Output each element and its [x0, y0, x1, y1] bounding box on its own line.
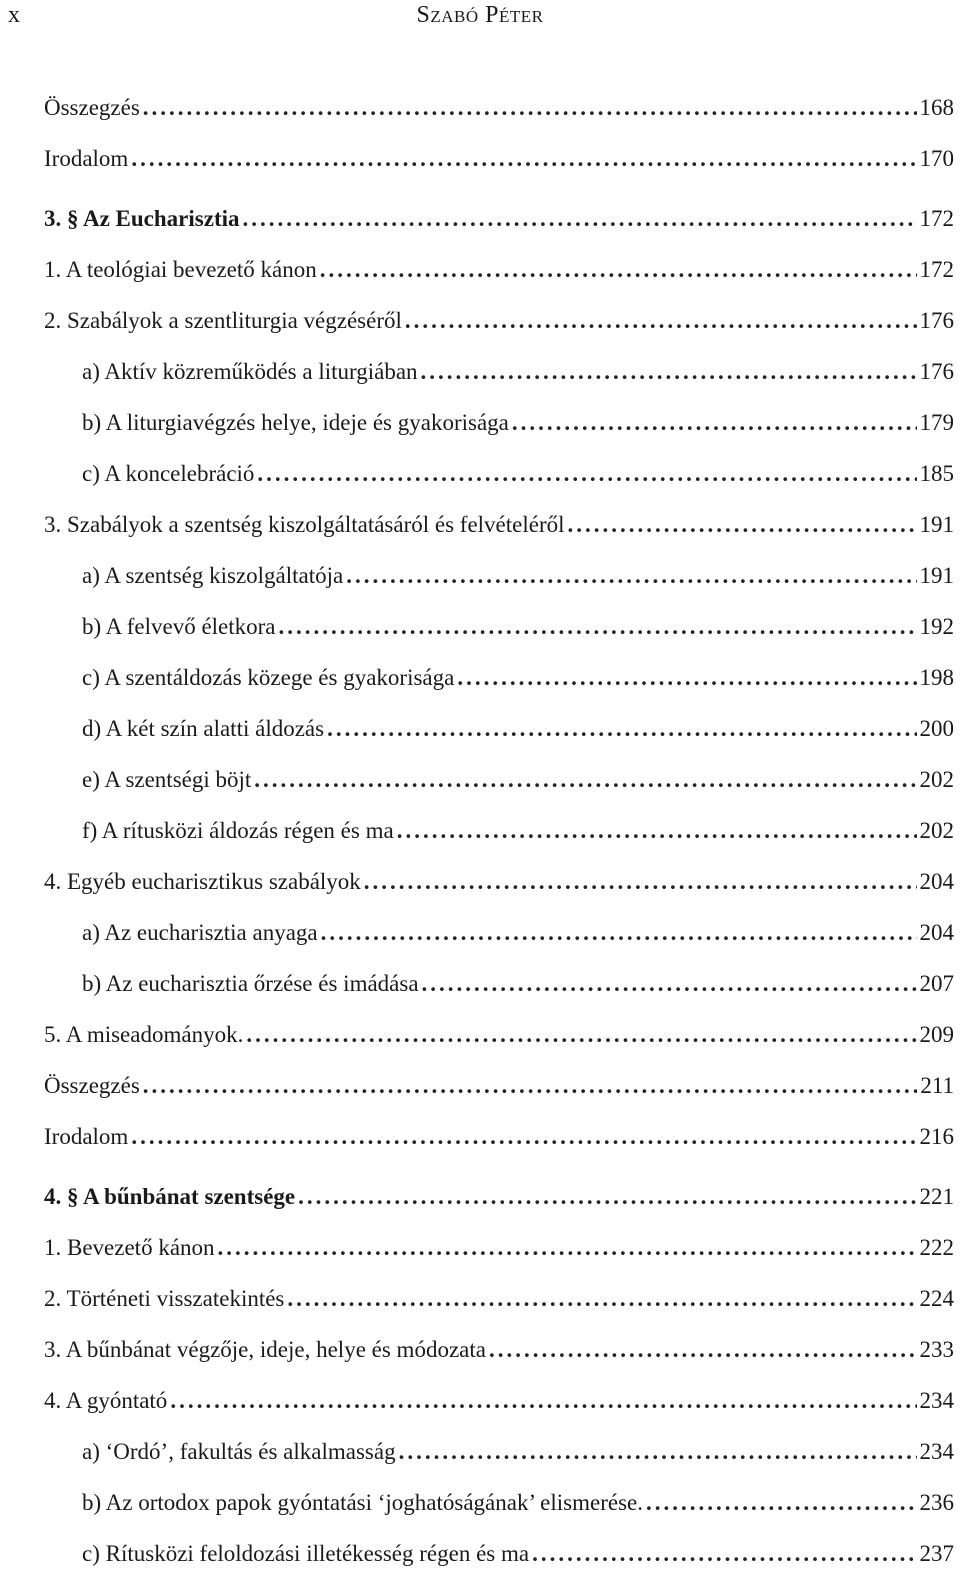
dot-leader [143, 1068, 918, 1104]
toc-entry-page: 168 [919, 95, 954, 120]
toc-entry-page: 172 [919, 257, 954, 282]
toc-entry-title: a) ‘Ordó’, fakultás és alkalmasság [82, 1439, 396, 1464]
toc-entry-page: 200 [919, 716, 954, 741]
toc-entry[interactable] [44, 1230, 954, 1266]
toc-entry-page: 224 [919, 1286, 954, 1311]
toc-entry-page: 216 [919, 1124, 954, 1149]
toc-entry-title: b) Az eucharisztia őrzése és imádása [82, 971, 419, 996]
toc-entry-page: 234 [919, 1439, 954, 1464]
dot-leader [170, 1383, 916, 1419]
running-head: Szabó Péter [416, 2, 544, 28]
toc-entry[interactable] [44, 1281, 954, 1317]
toc-entry[interactable] [82, 558, 954, 594]
dot-leader [399, 1434, 917, 1470]
dot-leader [421, 354, 917, 390]
toc-entry[interactable] [82, 354, 954, 390]
dot-leader [397, 813, 917, 849]
toc-entry-page: 202 [919, 818, 954, 843]
toc-entry-page: 209 [919, 1022, 954, 1047]
toc-entry-title: a) Aktív közreműködés a liturgiában [82, 359, 418, 384]
toc-entry-page: 202 [919, 767, 954, 792]
toc-entry-title: b) Az ortodox papok gyóntatási ‘joghatóságának’ elismerése. [82, 1490, 643, 1515]
toc-entry-title: Összegzés [44, 1073, 140, 1098]
toc-entry[interactable] [44, 1119, 954, 1155]
dot-leader [512, 405, 917, 441]
toc-entry[interactable] [44, 303, 954, 339]
dot-leader [243, 201, 917, 237]
toc-entry[interactable] [44, 864, 954, 900]
dot-leader [254, 762, 916, 798]
toc-entry-title: b) A felvevő életkora [82, 614, 276, 639]
dot-leader [218, 1230, 917, 1266]
toc-entry-title: 3. A bűnbánat végzője, ideje, helye és módozata [44, 1337, 486, 1362]
dot-leader [364, 864, 917, 900]
toc-entry-title: 3. § Az Eucharisztia [44, 206, 240, 231]
toc-entry-title: c) A koncelebráció [82, 461, 255, 486]
toc-entry[interactable] [44, 141, 954, 177]
toc-entry-page: 191 [919, 563, 954, 588]
toc-entry[interactable] [44, 1017, 954, 1053]
dot-leader [568, 507, 917, 543]
toc-entry[interactable] [44, 507, 954, 543]
dot-leader [320, 252, 917, 288]
toc-entry-page: 185 [919, 461, 954, 486]
toc-entry-page: 222 [919, 1235, 954, 1260]
dot-leader [298, 1179, 916, 1215]
dot-leader [246, 1017, 916, 1053]
toc-entry-page: 237 [919, 1541, 954, 1566]
page-header [0, 0, 960, 32]
toc-entry-page: 236 [919, 1490, 954, 1515]
toc-entry[interactable] [44, 201, 954, 237]
toc-entry-title: b) A liturgiavégzés helye, ideje és gyakorisága [82, 410, 509, 435]
toc-entry-title: Irodalom [44, 146, 129, 171]
toc-entry-page: 221 [919, 1184, 954, 1209]
toc-entry-title: d) A két szín alatti áldozás [82, 716, 325, 741]
toc-entry-title: 1. Bevezető kánon [44, 1235, 215, 1260]
toc-entry-page: 172 [919, 206, 954, 231]
toc-entry[interactable] [44, 1383, 954, 1419]
toc-entry-page: 176 [919, 359, 954, 384]
dot-leader [143, 90, 917, 126]
dot-leader [287, 1281, 916, 1317]
toc-entry-page: 176 [919, 308, 954, 333]
toc-entry-title: 5. A miseadományok. [44, 1022, 244, 1047]
toc-entry[interactable] [82, 762, 954, 798]
dot-leader [257, 456, 916, 492]
dot-leader [346, 558, 916, 594]
toc-entry-title: 3. Szabályok a szentség kiszolgáltatásáról és felvételéről [44, 512, 565, 537]
toc-entry-title: 2. Szabályok a szentliturgia végzéséről [44, 308, 402, 333]
toc-entry[interactable] [82, 456, 954, 492]
toc-entry[interactable] [82, 1434, 954, 1470]
toc-entry[interactable] [44, 90, 954, 126]
dot-leader [457, 660, 916, 696]
dot-leader [321, 915, 917, 951]
toc-entry[interactable] [82, 711, 954, 747]
toc-entry-page: 192 [919, 614, 954, 639]
toc-entry-page: 234 [919, 1388, 954, 1413]
toc-entry-title: 2. Történeti visszatekintés [44, 1286, 285, 1311]
toc-entry[interactable] [82, 1536, 954, 1572]
toc-entry-title: 4. Egyéb eucharisztikus szabályok [44, 869, 361, 894]
toc-entry[interactable] [82, 966, 954, 1002]
toc-entry[interactable] [82, 915, 954, 951]
toc-entry-title: a) Az eucharisztia anyaga [82, 920, 318, 945]
toc-entry-title: f) A rítusközi áldozás régen és ma [82, 818, 394, 843]
toc-entry[interactable] [82, 609, 954, 645]
toc-entry-page: 204 [919, 920, 954, 945]
dot-leader [489, 1332, 917, 1368]
toc-entry-page: 198 [919, 665, 954, 690]
toc-entry[interactable] [44, 1179, 954, 1215]
toc-entry[interactable] [82, 1485, 954, 1521]
toc-entry-page: 207 [919, 971, 954, 996]
toc-entry-title: Összegzés [44, 95, 140, 120]
toc-entry-title: e) A szentségi böjt [82, 767, 252, 792]
toc-entry-title: 4. A gyóntató [44, 1388, 168, 1413]
dot-leader [405, 303, 917, 339]
toc-entry[interactable] [44, 1068, 954, 1104]
page-number: x [8, 2, 20, 28]
toc-entry[interactable] [82, 813, 954, 849]
toc-entry-title: a) A szentség kiszolgáltatója [82, 563, 344, 588]
dot-leader [422, 966, 917, 1002]
toc-entry[interactable] [44, 1332, 954, 1368]
toc-entry[interactable] [82, 405, 954, 441]
toc-entry-page: 204 [919, 869, 954, 894]
toc-entry[interactable] [82, 660, 954, 696]
toc-entry-title: 1. A teológiai bevezető kánon [44, 257, 317, 282]
toc-entry-title: c) A szentáldozás közege és gyakorisága [82, 665, 455, 690]
toc-entry-page: 233 [919, 1337, 954, 1362]
dot-leader [131, 1119, 916, 1155]
toc-entry[interactable] [44, 252, 954, 288]
dot-leader [532, 1536, 916, 1572]
dot-leader [327, 711, 916, 747]
toc-entry-page: 191 [919, 512, 954, 537]
dot-leader [131, 141, 916, 177]
toc-entry-page: 211 [920, 1073, 954, 1098]
toc-entry-title: 4. § A bűnbánat szentsége [44, 1184, 296, 1209]
toc-entry-title: Irodalom [44, 1124, 129, 1149]
toc-entry-page: 179 [919, 410, 954, 435]
dot-leader [279, 609, 917, 645]
toc-entry-page: 170 [919, 146, 954, 171]
toc-entry-title: c) Rítusközi feloldozási illetékesség régen és ma [82, 1541, 530, 1566]
dot-leader [646, 1485, 917, 1521]
